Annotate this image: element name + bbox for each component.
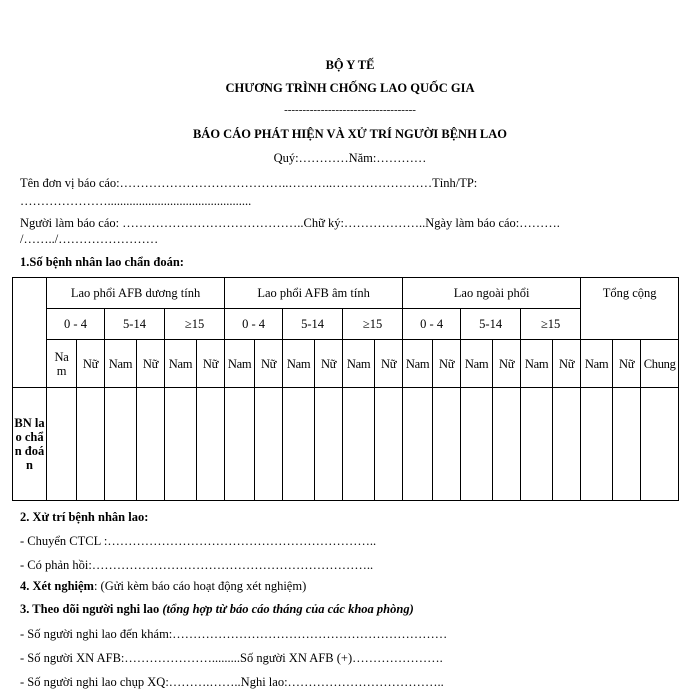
sex-header: Nữ bbox=[197, 340, 225, 388]
data-cell bbox=[553, 388, 581, 501]
sex-header: Nữ bbox=[77, 340, 105, 388]
suspect-visits-line: - Số người nghi lao đến khám:………………………………………………………… bbox=[20, 627, 448, 641]
data-cell bbox=[581, 388, 613, 501]
age-header: 0 - 4 bbox=[403, 309, 461, 340]
age-header: 5-14 bbox=[461, 309, 521, 340]
section-4-heading: 4. Xét nghiệm bbox=[20, 579, 94, 593]
age-header: ≥15 bbox=[521, 309, 581, 340]
data-cell bbox=[315, 388, 343, 501]
sex-header: Nam bbox=[581, 340, 613, 388]
data-cell bbox=[77, 388, 105, 501]
age-header: ≥15 bbox=[343, 309, 403, 340]
sex-header: Nam bbox=[461, 340, 493, 388]
report-title: BÁO CÁO PHÁT HIỆN VÀ XỬ TRÍ NGƯỜI BỆNH LAO bbox=[192, 127, 508, 141]
age-header: 5-14 bbox=[283, 309, 343, 340]
sex-header: Nam bbox=[165, 340, 197, 388]
xray-line: - Số người nghi lao chụp XQ:……….……..Nghi lao:……………………………….. bbox=[20, 675, 444, 689]
sex-header: Nữ bbox=[255, 340, 283, 388]
header-divider: ------------------------------------ bbox=[284, 104, 416, 116]
afb-test-line: - Số người XN AFB:………………….........Số người XN AFB (+)…………………. bbox=[20, 651, 443, 665]
data-cell bbox=[47, 388, 77, 501]
age-header: 0 - 4 bbox=[47, 309, 105, 340]
section-2-heading: 2. Xử trí bệnh nhân lao: bbox=[20, 510, 149, 524]
sex-header: Nữ bbox=[315, 340, 343, 388]
age-header: 0 - 4 bbox=[225, 309, 283, 340]
unit-name-field-continued: ………………….............................................. bbox=[20, 194, 252, 208]
data-cell bbox=[493, 388, 521, 501]
data-cell bbox=[613, 388, 641, 501]
section-3-heading: 3. Theo dõi người nghi lao bbox=[20, 602, 163, 616]
report-period: Quý:…………Năm:………… bbox=[273, 151, 427, 165]
group-header-total: Tổng cộng bbox=[581, 278, 679, 340]
sex-header: Nam bbox=[521, 340, 553, 388]
section-4-note: : (Gửi kèm báo cáo hoạt động xét nghiệm) bbox=[93, 579, 307, 593]
sex-header: Nam bbox=[403, 340, 433, 388]
data-cell bbox=[255, 388, 283, 501]
sex-header: Nam bbox=[343, 340, 375, 388]
age-header: 5-14 bbox=[105, 309, 165, 340]
data-cell bbox=[105, 388, 137, 501]
diagnosis-table bbox=[12, 277, 679, 501]
section-3-note: (tổng hợp từ báo cáo tháng của các khoa phòng) bbox=[162, 602, 414, 616]
ministry-name: BỘ Y TẾ bbox=[325, 58, 375, 72]
data-cell bbox=[283, 388, 315, 501]
reporter-field: Người làm báo cáo: ……………………………………..Chữ ký:………………..Ngày làm báo cáo:………. bbox=[20, 216, 560, 230]
sex-header: Nữ bbox=[375, 340, 403, 388]
data-cell bbox=[137, 388, 165, 501]
sex-header: Chung bbox=[641, 340, 679, 388]
unit-name-field: Tên đơn vị báo cáo:…………………………………..………..……………………Tỉnh/TP: bbox=[20, 176, 478, 190]
data-cell bbox=[521, 388, 553, 501]
section-1-heading: 1.Số bệnh nhân lao chẩn đoán: bbox=[20, 255, 184, 269]
age-header: ≥15 bbox=[165, 309, 225, 340]
sex-header: Nam bbox=[105, 340, 137, 388]
section-4-line bbox=[20, 579, 306, 594]
data-cell bbox=[461, 388, 493, 501]
group-header-afb-positive: Lao phổi AFB dương tính bbox=[47, 278, 225, 309]
section-3-line bbox=[20, 602, 414, 617]
sex-header: Nam bbox=[225, 340, 255, 388]
program-name: CHƯƠNG TRÌNH CHỐNG LAO QUỐC GIA bbox=[225, 81, 475, 95]
data-cell bbox=[375, 388, 403, 501]
data-cell bbox=[165, 388, 197, 501]
data-cell bbox=[433, 388, 461, 501]
data-cell bbox=[403, 388, 433, 501]
reporter-field-continued: /……../…………………… bbox=[20, 232, 159, 246]
transfer-line: - Chuyển CTCL :……………………………………………………….. bbox=[20, 534, 377, 548]
sex-header: Nữ bbox=[493, 340, 521, 388]
sex-header: Nữ bbox=[553, 340, 581, 388]
data-cell bbox=[225, 388, 255, 501]
sex-header: Nữ bbox=[613, 340, 641, 388]
data-cell bbox=[343, 388, 375, 501]
sex-header: Nam bbox=[47, 340, 77, 388]
corner-cell bbox=[13, 278, 47, 388]
data-cell bbox=[641, 388, 679, 501]
group-header-afb-negative: Lao phổi AFB âm tính bbox=[225, 278, 403, 309]
data-cell bbox=[197, 388, 225, 501]
sex-header: Nữ bbox=[433, 340, 461, 388]
sex-header: Nữ bbox=[137, 340, 165, 388]
sex-header: Nam bbox=[283, 340, 315, 388]
feedback-line: - Có phản hồi:………………………………………………………….. bbox=[20, 558, 374, 572]
group-header-extrapulmonary: Lao ngoài phổi bbox=[403, 278, 581, 309]
row-label: BN lao chẩn đoán bbox=[13, 388, 47, 501]
